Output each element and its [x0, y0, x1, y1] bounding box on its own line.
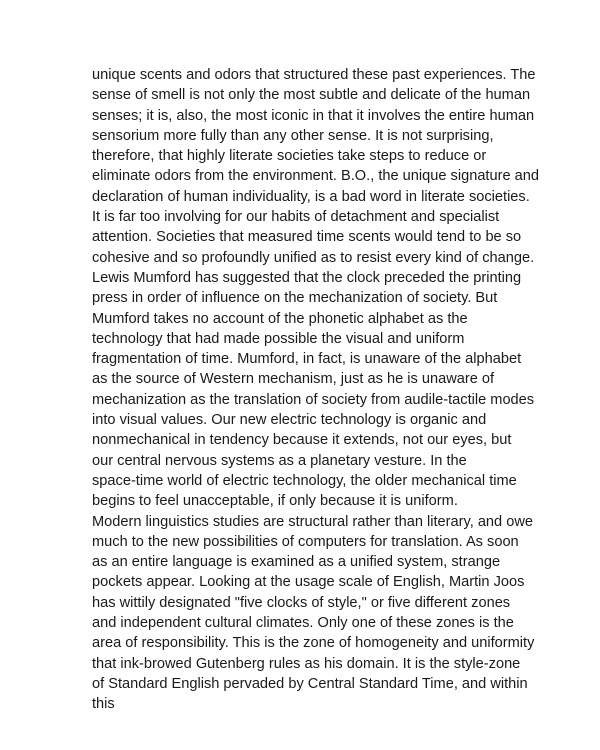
text-line: nonmechanical in tendency because it extends, not our eyes, but: [92, 432, 512, 449]
text-line: space-time world of electric technology, the older mechanical time: [92, 472, 517, 489]
text-line: fragmentation of time. Mumford, in fact, is unaware of the alphabet: [92, 351, 522, 368]
text-line: much to the new possibilities of computers for translation. As soon: [92, 533, 519, 550]
text-line: as the source of Western mechanism, just as he is unaware of: [92, 371, 495, 388]
text-line: into visual values. Our new electric technology is organic and: [92, 412, 487, 429]
text-line: press in order of influence on the mechanization of society. But: [92, 290, 498, 307]
text-line: our central nervous systems as a planetary vesture. In the: [92, 452, 467, 469]
text-line: technology that had made possible the visual and uniform: [92, 330, 465, 347]
body-text: [92, 65, 539, 715]
text-line: that ink-browed Gutenberg rules as his domain. It is the style-zone: [92, 655, 521, 672]
text-line: Lewis Mumford has suggested that the clock preceded the printing: [92, 269, 522, 286]
text-line: eliminate odors from the environment. B.O., the unique signature and: [92, 168, 539, 185]
text-line: Mumford takes no account of the phonetic alphabet as the: [92, 310, 468, 327]
text-line: pockets appear. Looking at the usage scale of English, Martin Joos: [92, 574, 525, 591]
text-line: area of responsibility. This is the zone of homogeneity and uniformity: [92, 635, 535, 652]
text-line: attention. Societies that measured time scents would tend to be so: [92, 229, 522, 246]
text-line: sensorium more fully than any other sense. It is not surprising,: [92, 127, 494, 144]
text-line: begins to feel unacceptable, if only because it is uniform.: [92, 493, 458, 510]
text-line: therefore, that highly literate societies take steps to reduce or: [92, 148, 487, 165]
text-line: as an entire language is examined as a unified system, strange: [92, 554, 501, 571]
text-line: declaration of human individuality, is a bad word in literate societies.: [92, 188, 530, 205]
text-line: this: [92, 696, 115, 713]
text-line: of Standard English pervaded by Central Standard Time, and within: [92, 675, 528, 692]
text-line: and independent cultural climates. Only one of these zones is the: [92, 615, 514, 632]
text-line: Modern linguistics studies are structural rather than literary, and owe: [92, 513, 533, 530]
text-line: unique scents and odors that structured these past experiences. The: [92, 67, 536, 83]
text-line: It is far too involving for our habits of detachment and specialist: [92, 209, 500, 226]
text-line: senses; it is, also, the most iconic in that it involves the entire human: [92, 107, 535, 124]
text-line: mechanization as the translation of society from audile-tactile modes: [92, 391, 535, 408]
text-line: sense of smell is not only the most subtle and delicate of the human: [92, 87, 531, 104]
text-line: has wittily designated "five clocks of style," or five different zones: [92, 594, 511, 611]
text-line: cohesive and so profoundly unified as to resist every kind of change.: [92, 249, 535, 266]
